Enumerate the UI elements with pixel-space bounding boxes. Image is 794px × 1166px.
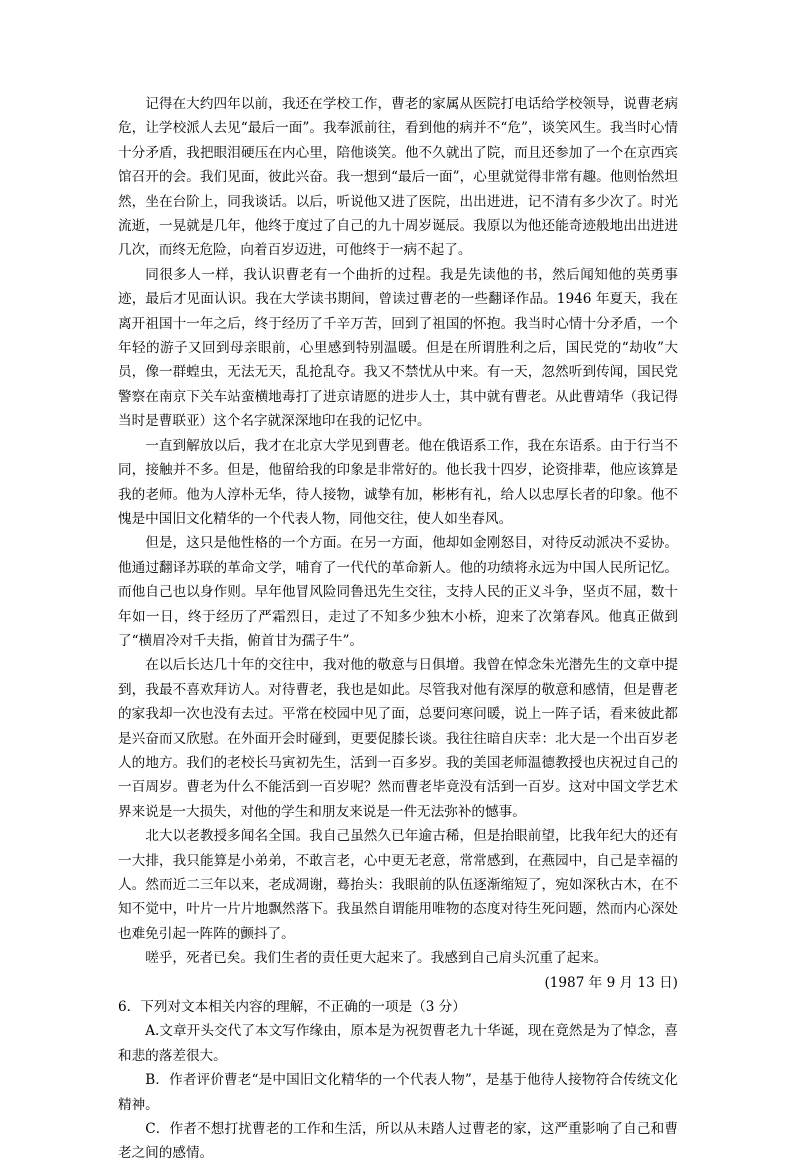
article-paragraph: 一直到解放以后，我才在北京大学见到曹老。他在俄语系工作，我在东语系。由于行当不同，接触并不多。但是，他留给我的印象是非常好的。他长我十四岁，论资排辈，他应该算是我的老师。他为人淳朴无华，待人接物，诚挚有加，彬彬有礼，给人以忠厚长者的印象。他不愧是中国旧文化精华的一个代表人物，同他交往，使人如坐春风。: [118, 437, 678, 527]
option-a: A.文章开头交代了本文写作缘由，原本是为祝贺曹老九十华诞，现在竟然是为了悼念，喜和悲的落差很大。: [118, 1023, 678, 1064]
article-paragraph: 同很多人一样，我认识曹老有一个曲折的过程。我是先读他的书，然后闻知他的英勇事迹，最后才见面认识。我在大学读书期间，曾读过曹老的一些翻译作品。1946 年夏天，我在离开祖国十一年之后，终于经历了千辛万苦，回到了祖国的怀抱。我当时心情十分矛盾，一个年轻的游子又回到母亲眼前，心里感到特别温暖。但是在所谓胜利之后，国民党的“劫收”大员，像一群蝗虫，无法无天，乱抢乱夺。我又不禁忧从中来。有一天，忽然听到传闻，国民党警察在南京下关车站蛮横地毒打了进京请愿的进步人士，其中就有曹老。从此曹靖华（我记得当时是曹联亚）这个名字就深深地印在我的记忆中。: [118, 266, 678, 430]
option-c: C．作者不想打扰曹老的工作和生活，所以从未踏人过曹老的家，这严重影响了自己和曹老之间的感情。: [118, 1121, 678, 1162]
article-date: (1987 年 9 月 13 日): [544, 974, 678, 991]
article-paragraph: 嗟乎，死者已矣。我们生者的责任更大起来了。我感到自己肩头沉重了起来。: [145, 950, 608, 967]
question-stem: 6．下列对文本相关内容的理解，不正确的一项是（3 分）: [118, 999, 466, 1016]
article-paragraph: 在以后长达几十年的交往中，我对他的敬意与日俱增。我曾在悼念朱光潜先生的文章中提到，我最不喜欢拜访人。对待曹老，我也是如此。尽管我对他有深厚的敬意和感情，但是曹老的家我却一次也没有去过。平常在校园中见了面，总要问寒问暖，说上一阵子话，看来彼此都是兴奋而又欣慰。在外面开会时碰到，更要促膝长谈。我往往暗自庆幸：北大是一个出百岁老人的地方。我们的老校长马寅初先生，活到一百多岁。我的美国老师温德教授也庆祝过自己的一百周岁。曹老为什么不能活到一百岁呢？然而曹老毕竟没有活到一百岁。这对中国文学艺术界来说是一大损失，对他的学生和朋友来说是一件无法弥补的憾事。: [118, 657, 678, 820]
article-paragraph: 但是，这只是他性格的一个方面。在另一方面，他却如金刚怒目，对待反动派决不妥协。他通过翻译苏联的革命文学，哺育了一代代的革命新人。他的功绩将永远为中国人民所记忆。而他自己也以身作则。早年他冒风险同鲁迅先生交往，支持人民的正义斗争，坚贞不屈，数十年如一日，终于经历了严霜烈日，走过了不知多少独木小桥，迎来了次第春风。他真正做到了“横眉冷对千夫指，俯首甘为孺子牛”。: [118, 535, 678, 649]
article-paragraph: 记得在大约四年以前，我还在学校工作，曹老的家属从医院打电话给学校领导，说曹老病危，让学校派人去见“最后一面”。我奉派前往，看到他的病并不“危”，谈笑风生。我当时心情十分矛盾，我把眼泪硬压在内心里，陪他谈笑。他不久就出了院，而且还参加了一个在京西宾馆召开的会。我们见面，彼此兴奋。我一想到“最后一面”，心里就觉得非常有趣。他则怡然坦然，坐在台阶上，同我谈话。以后，听说他又进了医院，出出进进，记不清有多少次了。时光流逝，一晃就是几年，他终于度过了自己的九十周岁诞辰。我原以为他还能奇迹般地出出进进几次，而终无危险，向着百岁迈进，可他终于一病不起了。: [118, 96, 678, 259]
article-paragraph: 北大以老教授多闻名全国。我自己虽然久已年逾古稀，但是抬眼前望，比我年纪大的还有一大排，我只能算是小弟弟，不敢言老，心中更无老意，常常感到，在燕园中，自己是幸福的人。然而近二三年以来，老成凋谢，蓦抬头：我眼前的队伍逐渐缩短了，宛如深秋古木，在不知不觉中，叶片一片片地飘然落下。我虽然自谓能用唯物的态度对待生死问题，然而内心深处也难免引起一阵阵的颤抖了。: [118, 828, 678, 942]
option-b: B．作者评价曹老“是中国旧文化精华的一个代表人物”，是基于他待人接物符合传统文化精神。: [118, 1072, 678, 1113]
document-page: [118, 92, 678, 1166]
